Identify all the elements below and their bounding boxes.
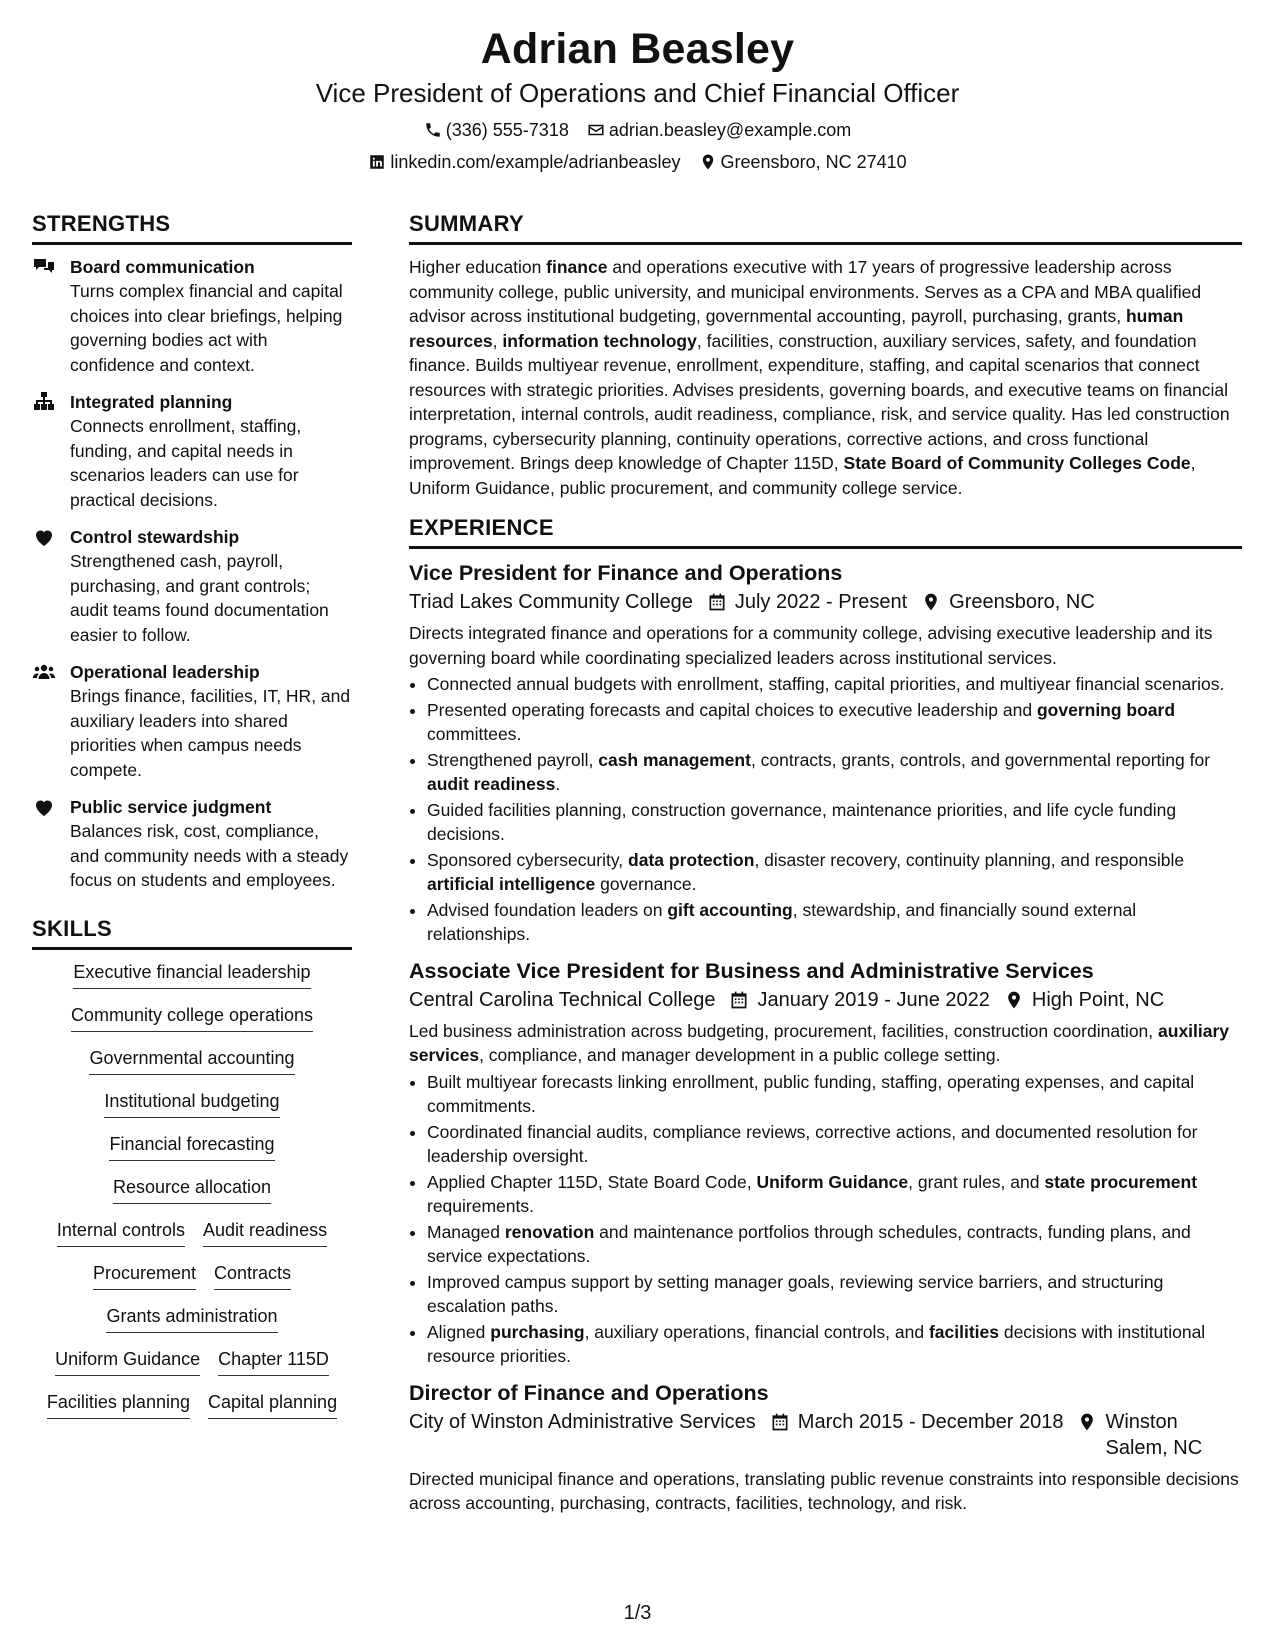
left-column — [32, 210, 352, 1433]
job-location-group — [1077, 1409, 1205, 1461]
right-column — [409, 210, 1242, 1526]
skill-row — [106, 1304, 277, 1333]
job-dates-group — [729, 987, 989, 1013]
sitemap-icon — [32, 390, 56, 414]
skill-row — [109, 1132, 274, 1161]
job-bullet: • Aligned purchasing, auxiliary operations, financial controls, and facilities decisions with institutional resource priorities. — [427, 1320, 1242, 1369]
envelope-icon — [587, 121, 605, 139]
job-bullet: • Managed renovation and maintenance portfolios through schedules, contracts, funding plans, and service expectations. — [427, 1220, 1242, 1269]
strengths-list — [32, 255, 352, 893]
skill-tag: Contracts — [214, 1261, 291, 1290]
job-location: Winston Salem, NC — [1105, 1410, 1203, 1459]
job-description: Directed municipal finance and operations, translating public revenue constraints into responsible decisions across accounting, purchasing, contracts, facilities, technology, and risk. — [409, 1468, 1239, 1513]
summary-heading: SUMMARY — [409, 210, 1242, 245]
skill-tag: Grants administration — [106, 1304, 277, 1333]
skill-tag: Financial forecasting — [109, 1132, 274, 1161]
skill-tag: Governmental accounting — [89, 1046, 294, 1075]
strength-body — [70, 795, 352, 893]
job-bullet: • Strengthened payroll, cash management, contracts, grants, controls, and governmental reporting for audit readiness. — [427, 748, 1242, 797]
candidate-name: Adrian Beasley — [480, 25, 795, 73]
skill-row — [73, 960, 310, 989]
job-bullet: • Sponsored cybersecurity, data protection, disaster recovery, continuity planning, and responsible artificial intelligence governance. — [427, 848, 1242, 897]
experience-heading: EXPERIENCE — [409, 514, 1242, 549]
strength-title: Board communication — [70, 257, 255, 277]
job-description: Directs integrated finance and operations for a community college, advising executive leadership and its governing board while coordinating specialized leaders across institutional services. — [409, 623, 1213, 668]
contact-line-1 — [0, 118, 1275, 142]
strength-body — [70, 525, 352, 647]
job-bullets — [409, 1070, 1242, 1369]
skill-row — [89, 1046, 294, 1075]
heart-icon — [32, 525, 56, 549]
calendar-icon — [770, 1412, 790, 1432]
linkedin-contact[interactable] — [368, 150, 680, 174]
heart-icon — [32, 795, 56, 819]
job-organization: Central Carolina Technical College — [409, 988, 716, 1011]
map-pin-icon — [1077, 1412, 1097, 1432]
map-pin-icon — [921, 592, 941, 612]
skill-row — [55, 1347, 329, 1376]
strength-desc: Brings finance, facilities, IT, HR, and auxiliary leaders into shared priorities when campus needs compete. — [70, 686, 351, 780]
strength-desc: Connects enrollment, staffing, funding, and capital needs in scenarios leaders can use for practical decisions. — [70, 416, 302, 510]
skills-heading: SKILLS — [32, 915, 352, 950]
job-bullet: • Presented operating forecasts and capital choices to executive leadership and governing board committees. — [427, 698, 1242, 747]
job-location: High Point, NC — [1031, 988, 1165, 1011]
email-text: adrian.beasley@example.com — [608, 120, 852, 140]
skill-tag: Uniform Guidance — [55, 1347, 200, 1376]
job-entry — [409, 559, 1242, 947]
linkedin-text: linkedin.com/example/adrianbeasley — [390, 152, 681, 172]
calendar-icon — [729, 990, 749, 1010]
strength-item — [32, 525, 352, 647]
job-meta — [409, 1409, 1242, 1461]
job-title: Vice President for Finance and Operations — [409, 561, 843, 585]
skill-tag: Resource allocation — [113, 1175, 271, 1204]
job-location-group — [1004, 987, 1164, 1013]
comments-icon — [32, 255, 56, 279]
resume-header — [0, 22, 1275, 174]
strength-title: Operational leadership — [70, 662, 260, 682]
job-dates-group — [707, 589, 907, 615]
strength-desc: Turns complex financial and capital choices into clear briefings, helping governing bodies act with confidence and context. — [70, 281, 343, 375]
job-bullet: • Improved campus support by setting manager goals, reviewing service barriers, and structuring escalation paths. — [427, 1270, 1242, 1319]
map-pin-icon — [699, 153, 717, 171]
job-entry — [409, 1379, 1242, 1516]
job-bullets — [409, 672, 1242, 947]
contact-line-2 — [0, 150, 1275, 174]
job-dates: March 2015 - December 2018 — [797, 1410, 1064, 1433]
phone-text: (336) 555-7318 — [445, 120, 569, 140]
strengths-heading: STRENGTHS — [32, 210, 352, 245]
job-bullet: • Applied Chapter 115D, State Board Code, Uniform Guidance, grant rules, and state procurement requirements. — [427, 1170, 1242, 1219]
skill-tag: Facilities planning — [47, 1390, 190, 1419]
skills-list — [32, 960, 352, 1433]
job-title: Associate Vice President for Business and Administrative Services — [409, 958, 1094, 983]
job-bullet: • Built multiyear forecasts linking enrollment, public funding, staffing, operating expenses, and capital commitments. — [427, 1070, 1242, 1119]
job-organization: Triad Lakes Community College — [409, 591, 693, 613]
skill-row — [71, 1003, 313, 1032]
strength-item — [32, 390, 352, 512]
job-dates: January 2019 - June 2022 — [757, 988, 990, 1011]
job-meta — [409, 987, 1242, 1013]
strength-body — [70, 255, 352, 377]
experience-list — [409, 559, 1242, 1516]
skill-tag: Chapter 115D — [218, 1347, 329, 1376]
job-bullet: • Guided facilities planning, construction governance, maintenance priorities, and life cycle funding decisions. — [427, 798, 1242, 847]
job-title: Director of Finance and Operations — [409, 1380, 769, 1405]
job-bullet: • Advised foundation leaders on gift accounting, stewardship, and financially sound external relationships. — [427, 898, 1242, 947]
job-organization: City of Winston Administrative Services — [409, 1410, 756, 1433]
job-bullet: • Connected annual budgets with enrollment, staffing, capital priorities, and multiyear financial scenarios. — [427, 672, 1242, 697]
job-entry — [409, 957, 1242, 1369]
skill-row — [104, 1089, 279, 1118]
strength-body — [70, 390, 352, 512]
skill-tag: Institutional budgeting — [104, 1089, 279, 1118]
skill-row — [47, 1390, 337, 1419]
skill-tag: Audit readiness — [203, 1218, 327, 1247]
candidate-title: Vice President of Operations and Chief Financial Officer — [315, 78, 960, 108]
phone-icon — [424, 121, 442, 139]
strength-desc: Balances risk, cost, compliance, and community needs with a steady focus on students and employees. — [70, 821, 349, 890]
summary-text: Higher education finance and operations executive with 17 years of progressive leadership across community college, public university, and municipal environments. Serves as a CPA and MBA qualified advisor across institutional budgeting, governmental accounting, payroll, purchasing, grants, human resources, information technology, facilities, construction, auxiliary services, safety, and foundation finance. Builds multiyear revenue, enrollment, expenditure, staffing, and capital scenarios that connect resources with strategic priorities. Advises presidents, governing boards, and executive teams on financial interpretation, internal controls, audit readiness, compliance, risk, and service quality. Has led construction programs, cybersecurity planning, continuity operations, corrective actions, and cross functional improvement. Brings deep knowledge of Chapter 115D, State Board of Community Colleges Code, Uniform Guidance, public procurement, and community college service. — [409, 257, 1230, 498]
strength-title: Integrated planning — [70, 392, 233, 412]
skill-tag: Capital planning — [208, 1390, 337, 1419]
map-pin-icon — [1004, 990, 1024, 1010]
skill-tag: Community college operations — [71, 1003, 313, 1032]
skill-row — [113, 1175, 271, 1204]
job-location: Greensboro, NC — [949, 591, 1095, 613]
phone-contact — [424, 118, 569, 142]
job-meta — [409, 589, 1242, 615]
strength-desc: Strengthened cash, payroll, purchasing, and grant controls; audit teams found documentation easier to follow. — [70, 551, 329, 645]
job-dates: July 2022 - Present — [734, 591, 908, 613]
job-dates-group — [770, 1409, 1064, 1435]
strength-body — [70, 660, 352, 782]
linkedin-icon — [368, 153, 386, 171]
strength-title: Public service judgment — [70, 797, 272, 817]
calendar-icon — [707, 592, 727, 612]
users-icon — [32, 660, 56, 684]
skill-tag: Internal controls — [57, 1218, 185, 1247]
strength-item — [32, 255, 352, 377]
location-text: Greensboro, NC 27410 — [720, 152, 907, 172]
job-location-group — [921, 589, 1095, 615]
skill-tag: Executive financial leadership — [73, 960, 310, 989]
skill-row — [57, 1218, 327, 1247]
strength-item — [32, 795, 352, 893]
skill-row — [93, 1261, 291, 1290]
strength-title: Control stewardship — [70, 527, 240, 547]
strength-item — [32, 660, 352, 782]
page-number: 1/3 — [623, 1602, 652, 1624]
job-description: Led business administration across budgeting, procurement, facilities, construction coordination, auxiliary services, compliance, and manager development in a public college setting. — [409, 1020, 1230, 1065]
skill-tag: Procurement — [93, 1261, 196, 1290]
email-contact[interactable] — [587, 118, 851, 142]
location-contact — [699, 150, 907, 174]
job-bullet: • Coordinated financial audits, compliance reviews, corrective actions, and documented resolution for leadership oversight. — [427, 1120, 1242, 1169]
